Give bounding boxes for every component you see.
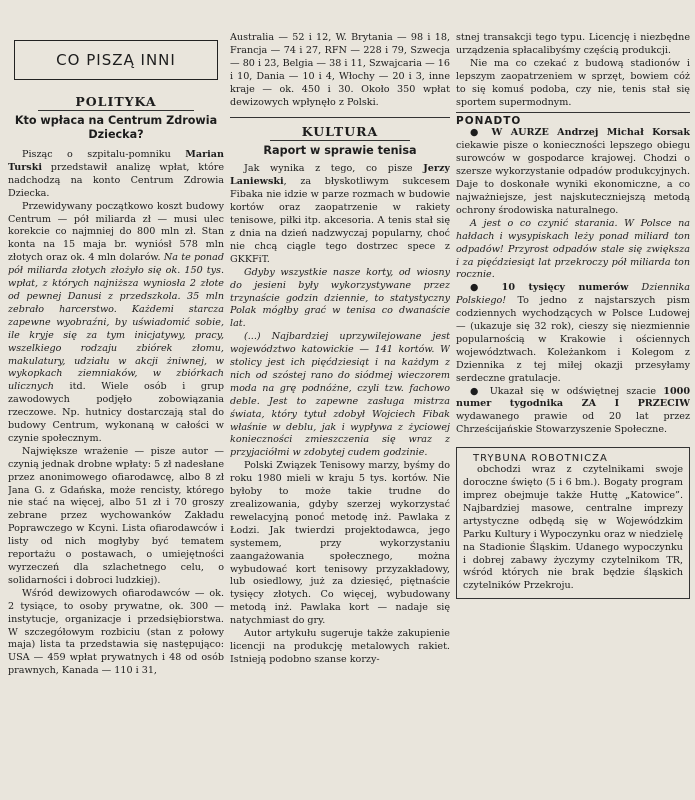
paragraph: Nie ma co czekać z budową stadionów i lepszym zaopatrzeniem w sprzęt, bowiem cóż to się komuś podoba, czy nie, tenis stał się sportem supermodnym. xyxy=(456,57,690,108)
trybuna-box xyxy=(456,447,690,599)
column-2 xyxy=(230,0,450,800)
news-item: ● Ukazał się w odświętnej szacie 1000 numer tygodnika ZA I PRZECIW wydawanego prawie od 20 lat przez Chrześcijańskie Stowarzyszenie Społeczne. xyxy=(456,385,690,436)
kultura-headline: Raport w sprawie tenisa xyxy=(263,144,417,158)
polityka-headline: Kto wpłaca na Centrum Zdrowia Dziecka? xyxy=(14,114,218,141)
paragraph: Gdyby wszystkie nasze korty, od wiosny do jesieni były wykorzystywane przez trzynaście godzin dziennie, to statystyczny Polak mógłby grać w tenisa co dwanaście lat. xyxy=(230,266,450,330)
paragraph: Największe wrażenie — pisze autor — czynią jednak drobne wpłaty: 5 zł nadesłane przez anonimowego ofiarodawcę, albo 8 zł Jana G. z Gdańska, może rencisty, którego nie stać na więcej, albo 51 zł i 70 groszy zebrane przez wychowanków Zakładu Poprawczego w Kcyni. Lista ofiarodawców i listy od nich mogłyby być tematem reportażu o postawach, o umiejętności wyrzeczeń dla szlachetnego celu, o solidarności i dobroci ludzkiej). xyxy=(8,445,224,586)
divider xyxy=(456,112,690,113)
divider xyxy=(38,110,194,111)
paragraph: Wśród dewizowych ofiarodawców — ok. 2 tysiące, to osoby prywatne, ok. 300 — instytucje, organizacje i przedsiębiorstwa. W szczegółowym rozbiciu (stan z połowy maja) lista ta przedstawia się następująco: USA — 459 wpłat prywatnych i 48 od osób prawnych, Kanada — 110 i 31, xyxy=(8,587,224,677)
trybuna-title: TRYBUNA ROBOTNICZA xyxy=(473,453,608,465)
paragraph: Polski Związek Tenisowy marzy, byśmy do roku 1980 mieli w kraju 5 tys. kortów. Nie byłoby to może takie trudne do zrealizowania, gdyby szerzej wykorzystać rewelacyjną ponoć metodę inż. Pawlaka z Łodzi. Jak twierdzi projektodawca, jego systemem, przy wykorzystaniu zaangażowania społecznego, można wybudować kort tenisowy przyzakładowy, lub osiedlowy, już za dziesięć, piętnaście tysięcy złotych. Co więcej, wybudowany metodą inż. Pawlaka kort — nadaje się natychmiast do gry. xyxy=(230,460,450,627)
author-name: Jerzy Laniewski xyxy=(230,163,450,188)
section-header-box xyxy=(14,40,218,80)
paragraph: obchodzi wraz z czytelnikami swoje doroczne święto (5 i 6 bm.). Bogaty program imprez obejmuje także Huttę „Katowice”. Najbardziej masowe, centralne imprezy artystyczne odbędą się w Wojewódzkim Parku Kultury i Wypoczynku oraz w niedzielę na Stadionie Śląskim. Udanego wypoczynku i dobrej zabawy życzymy czytelnikom TR, wśród których nie brak będzie śląskich czytelników Przekroju. xyxy=(463,464,683,592)
author-name: Marian Turski xyxy=(8,149,224,173)
paragraph-continued: Australia — 52 i 12, W. Brytania — 98 i 18, Francja — 74 i 27, RFN — 228 i 79, Szwecja — 80 i 23, Belgia — 38 i 11, Szwajcaria — 16 i 10, Dania — 10 i 4, Włochy — 20 i 3, inne kraje — ok. 450 i 30. Około 350 wpłat dewizowych wpłynęło z Polski. xyxy=(230,32,450,108)
news-item: ● 10 tysięcy numerów Dziennika Polskiego! To jedno z najstarszych pism codziennych wychodzących w Polsce Ludowej — (ukazuje się 32 rok), cieszy się niezmiennie popularnością w Krakowie i ościennych województwach. Koleżankom i Kolegom z Dziennika z tej miłej okazji przesyłamy serdeczne gratulacje. xyxy=(456,282,690,384)
paragraph: A jest o co czynić starania. W Polsce na hałdach i wysypiskach leży ponad miliard ton odpadów! Przyrost odpadów stale się zwiększa i za pięćdziesiąt lat przekroczy pół miliarda ton rocznie. xyxy=(456,217,690,281)
paragraph: (...) Najbardziej uprzywilejowane jest województwo katowickie — 141 kortów. W stolicy jest ich pięćdziesiąt i na każdym z nich od szóstej rano do siódmej wieczorem moda na grę podnóżne, czyli tzw. fachowo deble. Jest to zapewne zasługa mistrza świata, który tytuł zdobył Wojciech Fibak właśnie w deblu, jak i wypływa z życiowej konieczności zmieszczenia się wraz z przyjaciółmi w zdobytej cudem godzinie. xyxy=(230,331,450,459)
paragraph: Pisząc o szpitalu-pomniku Marian Turski przedstawił analizę wpłat, które nadchodzą na konto Centrum Zdrowia Dziecka. xyxy=(8,149,224,199)
paragraph: Autor artykułu sugeruje także zakupienie licencji na produkcję metalowych rakiet. Istnieją podobno szanse korzy- xyxy=(230,628,450,665)
section-title: CO PISZĄ INNI xyxy=(56,51,176,69)
paragraph: Jak wynika z tego, co pisze Jerzy Laniewski, za błyskotliwym sukcesem Fibaka nie idzie w parze rozmach w budowie kortów oraz zaopatrzenie w rakiety tenisowe, piłki itp. akcesoria. A tenis stał się z dnia na dzień nadzwyczaj popularny, choć nie chcą ciągle tego dostrzec spece z GKKFiT. xyxy=(230,163,450,265)
column-3 xyxy=(456,0,690,800)
column-1 xyxy=(8,0,224,800)
ponadto-heading: PONADTO xyxy=(456,115,522,128)
polityka-rubric: POLITYKA xyxy=(75,94,157,109)
news-item: ● W AURZE Andrzej Michał Korsak ciekawie pisze o konieczności lepszego obiegu surowców w gospodarce krajowej. Chodzi o szersze wykorzystanie odpadów produkcyjnych. Daje to doskonałe wyniki ekonomiczne, a co najważniejsze, jest najskuteczniejszą metodą ochrony środowiska naturalnego. xyxy=(456,127,690,216)
paragraph-continued: stnej transakcji tego typu. Licencję i niezbędne urządzenia spłacalibyśmy częścią produkcji. xyxy=(456,32,690,56)
divider xyxy=(270,140,410,141)
kultura-rubric: KULTURA xyxy=(301,124,379,140)
divider xyxy=(230,117,450,118)
paragraph: Przewidywany początkowo koszt budowy Centrum — pół miliarda zł — musi ulec korekcie co najmniej do 800 mln zł. Stan konta na 15 maja br. wyniósł 578 mln złotych oraz ok. 4 mln dolarów. Na te ponad pół miliarda złotych złożyło się ok. 150 tys. wpłat, z których najniższa wyniosła 2 złote od pewnej Danusi z przedszkola. 35 mln zebrało harcerstwo. Każdemi starcza zapewne wyobraźni, by uświadomić sobie, ile kryje się za tym inicjatywy, pracy, wszelkiego rodzaju zbiórek złomu, makulatury, udziału w akcji żniwnej, w wykopkach ziemniaków, w zbiórkach ulicznych itd. Wiele osób i grup zawodowych podjęło zobowiązania rzeczowe. Np. hutnicy dostarczają stal do budowy Centrum, wykonaną w całości w czynie społecznym. xyxy=(8,200,224,444)
